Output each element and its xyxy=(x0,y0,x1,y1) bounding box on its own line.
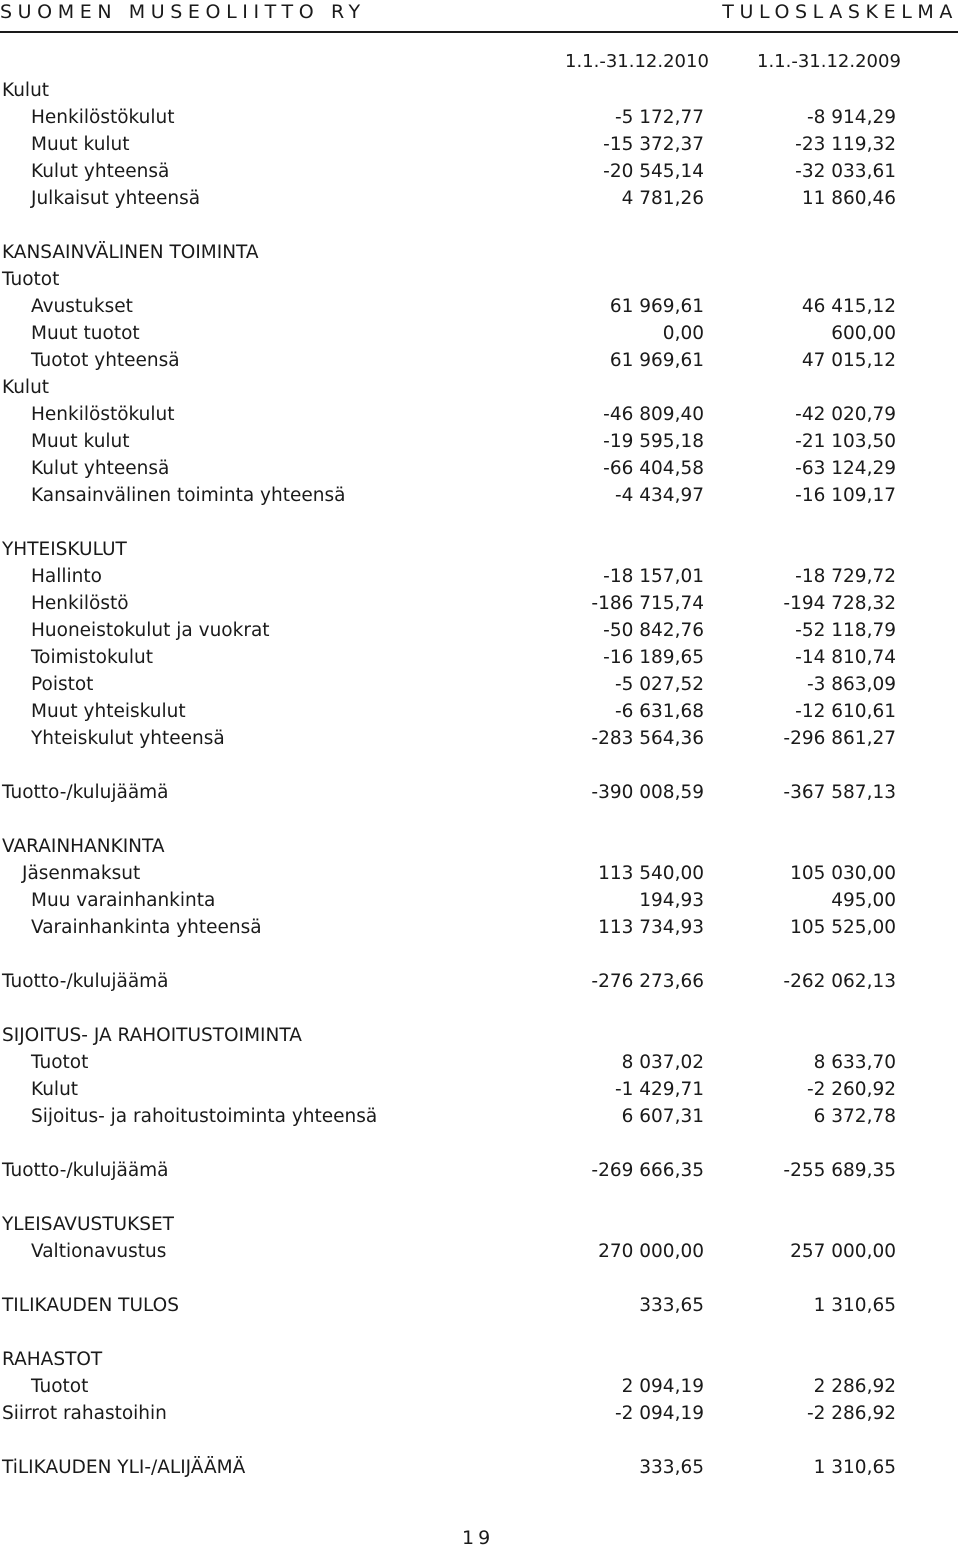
row-label: Henkilöstökulut xyxy=(31,107,175,128)
section-heading xyxy=(0,536,960,563)
value-current: 61 969,61 xyxy=(609,296,704,317)
spacer xyxy=(0,1184,960,1211)
value-previous: 1 310,65 xyxy=(813,1457,896,1478)
value-previous: 257 000,00 xyxy=(790,1241,896,1262)
table-row xyxy=(0,1238,960,1265)
value-current: 333,65 xyxy=(639,1457,704,1478)
table-row xyxy=(0,1103,960,1130)
row-label: Yhteiskulut yhteensä xyxy=(31,728,225,749)
table-row xyxy=(0,1373,960,1400)
row-label: Muut kulut xyxy=(31,431,130,452)
section-heading xyxy=(0,239,960,266)
table-row xyxy=(0,1076,960,1103)
spacer xyxy=(0,509,960,536)
table-row xyxy=(0,563,960,590)
section-heading xyxy=(0,1346,960,1373)
value-previous: -255 689,35 xyxy=(783,1160,896,1181)
value-previous: -194 728,32 xyxy=(783,593,896,614)
row-label: Sijoitus- ja rahoitustoiminta yhteensä xyxy=(31,1106,378,1127)
value-previous: -367 587,13 xyxy=(783,782,896,803)
table-row xyxy=(0,347,960,374)
spacer xyxy=(0,212,960,239)
value-previous: -63 124,29 xyxy=(795,458,896,479)
spacer xyxy=(0,1427,960,1454)
table-row xyxy=(0,293,960,320)
value-current: 2 094,19 xyxy=(621,1376,704,1397)
header-rule xyxy=(0,31,958,33)
row-label: Avustukset xyxy=(31,296,133,317)
spacer xyxy=(0,941,960,968)
income-statement-table xyxy=(0,77,960,1481)
table-row xyxy=(0,914,960,941)
row-label: Henkilöstö xyxy=(31,593,129,614)
row-label: Muut tuotot xyxy=(31,323,140,344)
row-label: Kulut yhteensä xyxy=(31,458,170,479)
value-previous: -21 103,50 xyxy=(795,431,896,452)
value-previous: 495,00 xyxy=(831,890,896,911)
table-row xyxy=(0,185,960,212)
spacer xyxy=(0,1130,960,1157)
value-current: 0,00 xyxy=(662,323,704,344)
value-current: -15 372,37 xyxy=(603,134,704,155)
row-label: Varainhankinta yhteensä xyxy=(31,917,262,938)
value-previous: 6 372,78 xyxy=(813,1106,896,1127)
table-row xyxy=(0,428,960,455)
value-previous: -16 109,17 xyxy=(795,485,896,506)
section-heading xyxy=(0,1211,960,1238)
value-current: 61 969,61 xyxy=(609,350,704,371)
value-previous: -12 610,61 xyxy=(795,701,896,722)
value-previous: 46 415,12 xyxy=(801,296,896,317)
table-row xyxy=(0,779,960,806)
value-previous: -262 062,13 xyxy=(783,971,896,992)
value-current: -46 809,40 xyxy=(603,404,704,425)
spacer xyxy=(0,995,960,1022)
value-current: 6 607,31 xyxy=(621,1106,704,1127)
table-row xyxy=(0,698,960,725)
row-label: Muut kulut xyxy=(31,134,130,155)
row-label: RAHASTOT xyxy=(2,1349,103,1370)
row-label: VARAINHANKINTA xyxy=(2,836,165,857)
value-current: -18 157,01 xyxy=(603,566,704,587)
row-label: YLEISAVUSTUKSET xyxy=(2,1214,174,1235)
row-label: Kulut xyxy=(2,377,50,398)
row-label: Poistot xyxy=(31,674,94,695)
table-row xyxy=(0,158,960,185)
column-header-current: 1.1.-31.12.2010 xyxy=(565,51,709,72)
row-label: Tuotot yhteensä xyxy=(31,350,180,371)
table-row xyxy=(0,644,960,671)
value-current: -19 595,18 xyxy=(603,431,704,452)
table-row xyxy=(0,482,960,509)
value-current: -5 027,52 xyxy=(614,674,704,695)
value-previous: -2 260,92 xyxy=(806,1079,896,1100)
value-previous: 11 860,46 xyxy=(801,188,896,209)
table-row xyxy=(0,104,960,131)
value-previous: 8 633,70 xyxy=(813,1052,896,1073)
row-label: KANSAINVÄLINEN TOIMINTA xyxy=(2,242,259,263)
value-previous: -32 033,61 xyxy=(795,161,896,182)
value-current: 8 037,02 xyxy=(621,1052,704,1073)
value-current: -6 631,68 xyxy=(614,701,704,722)
value-previous: -296 861,27 xyxy=(783,728,896,749)
row-label: Jäsenmaksut xyxy=(22,863,141,884)
row-label: Julkaisut yhteensä xyxy=(31,188,201,209)
table-row xyxy=(0,131,960,158)
value-current: 333,65 xyxy=(639,1295,704,1316)
value-previous: -18 729,72 xyxy=(795,566,896,587)
row-label: Henkilöstökulut xyxy=(31,404,175,425)
value-previous: -8 914,29 xyxy=(806,107,896,128)
row-label: Tuotto-/kulujäämä xyxy=(2,1160,169,1181)
value-previous: -14 810,74 xyxy=(795,647,896,668)
table-row xyxy=(0,266,960,293)
row-label: Kulut xyxy=(2,80,50,101)
spacer xyxy=(0,752,960,779)
value-current: -66 404,58 xyxy=(603,458,704,479)
row-label: Kulut xyxy=(31,1079,79,1100)
spacer xyxy=(0,1319,960,1346)
row-label: Huoneistokulut ja vuokrat xyxy=(31,620,270,641)
row-label: Muut yhteiskulut xyxy=(31,701,186,722)
row-label: Kansainvälinen toiminta yhteensä xyxy=(31,485,346,506)
table-row xyxy=(0,590,960,617)
table-row xyxy=(0,1292,960,1319)
table-row xyxy=(0,725,960,752)
value-current: -1 429,71 xyxy=(614,1079,704,1100)
value-current: 113 734,93 xyxy=(598,917,704,938)
value-previous: 105 030,00 xyxy=(790,863,896,884)
row-label: TiLIKAUDEN YLI-/ALIJÄÄMÄ xyxy=(2,1457,246,1478)
row-label: Toimistokulut xyxy=(31,647,153,668)
row-label: Valtionavustus xyxy=(31,1241,167,1262)
value-current: 270 000,00 xyxy=(598,1241,704,1262)
value-previous: 47 015,12 xyxy=(801,350,896,371)
row-label: Kulut yhteensä xyxy=(31,161,170,182)
value-previous: -23 119,32 xyxy=(795,134,896,155)
table-row xyxy=(0,1400,960,1427)
value-current: -186 715,74 xyxy=(591,593,704,614)
column-header-previous: 1.1.-31.12.2009 xyxy=(757,51,901,72)
value-previous: -3 863,09 xyxy=(806,674,896,695)
value-current: -20 545,14 xyxy=(603,161,704,182)
value-current: -16 189,65 xyxy=(603,647,704,668)
table-row xyxy=(0,374,960,401)
value-current: 4 781,26 xyxy=(621,188,704,209)
table-row xyxy=(0,455,960,482)
value-current: -4 434,97 xyxy=(614,485,704,506)
value-current: -269 666,35 xyxy=(591,1160,704,1181)
value-current: -50 842,76 xyxy=(603,620,704,641)
table-row xyxy=(0,1049,960,1076)
value-previous: 1 310,65 xyxy=(813,1295,896,1316)
table-row xyxy=(0,617,960,644)
spacer xyxy=(0,1265,960,1292)
row-label: YHTEISKULUT xyxy=(2,539,127,560)
value-current: -276 273,66 xyxy=(591,971,704,992)
value-previous: 105 525,00 xyxy=(790,917,896,938)
value-current: -5 172,77 xyxy=(614,107,704,128)
spacer xyxy=(0,806,960,833)
row-label: Tuotot xyxy=(31,1052,89,1073)
organization-name: SUOMEN MUSEOLIITTO RY xyxy=(0,1,366,23)
value-previous: 2 286,92 xyxy=(813,1376,896,1397)
value-previous: 600,00 xyxy=(831,323,896,344)
table-row xyxy=(0,860,960,887)
row-label: SIJOITUS- JA RAHOITUSTOIMINTA xyxy=(2,1025,302,1046)
value-previous: -42 020,79 xyxy=(795,404,896,425)
row-label: Siirrot rahastoihin xyxy=(2,1403,167,1424)
value-current: -2 094,19 xyxy=(614,1403,704,1424)
document-title: TULOSLASKELMA xyxy=(722,1,958,23)
value-current: -283 564,36 xyxy=(591,728,704,749)
row-label: Hallinto xyxy=(31,566,102,587)
section-heading xyxy=(0,1022,960,1049)
value-previous: -2 286,92 xyxy=(806,1403,896,1424)
page-number: 19 xyxy=(462,1527,495,1549)
row-label: Tuotot xyxy=(31,1376,89,1397)
table-row xyxy=(0,401,960,428)
table-row xyxy=(0,1454,960,1481)
value-previous: -52 118,79 xyxy=(795,620,896,641)
table-row xyxy=(0,968,960,995)
table-row xyxy=(0,1157,960,1184)
table-row xyxy=(0,77,960,104)
value-current: 113 540,00 xyxy=(598,863,704,884)
value-current: 194,93 xyxy=(639,890,704,911)
table-row xyxy=(0,320,960,347)
row-label: Tuotto-/kulujäämä xyxy=(2,782,169,803)
section-heading xyxy=(0,833,960,860)
row-label: Muu varainhankinta xyxy=(31,890,216,911)
table-row xyxy=(0,887,960,914)
row-label: Tuotto-/kulujäämä xyxy=(2,971,169,992)
row-label: TILIKAUDEN TULOS xyxy=(2,1295,179,1316)
value-current: -390 008,59 xyxy=(591,782,704,803)
table-row xyxy=(0,671,960,698)
row-label: Tuotot xyxy=(2,269,60,290)
